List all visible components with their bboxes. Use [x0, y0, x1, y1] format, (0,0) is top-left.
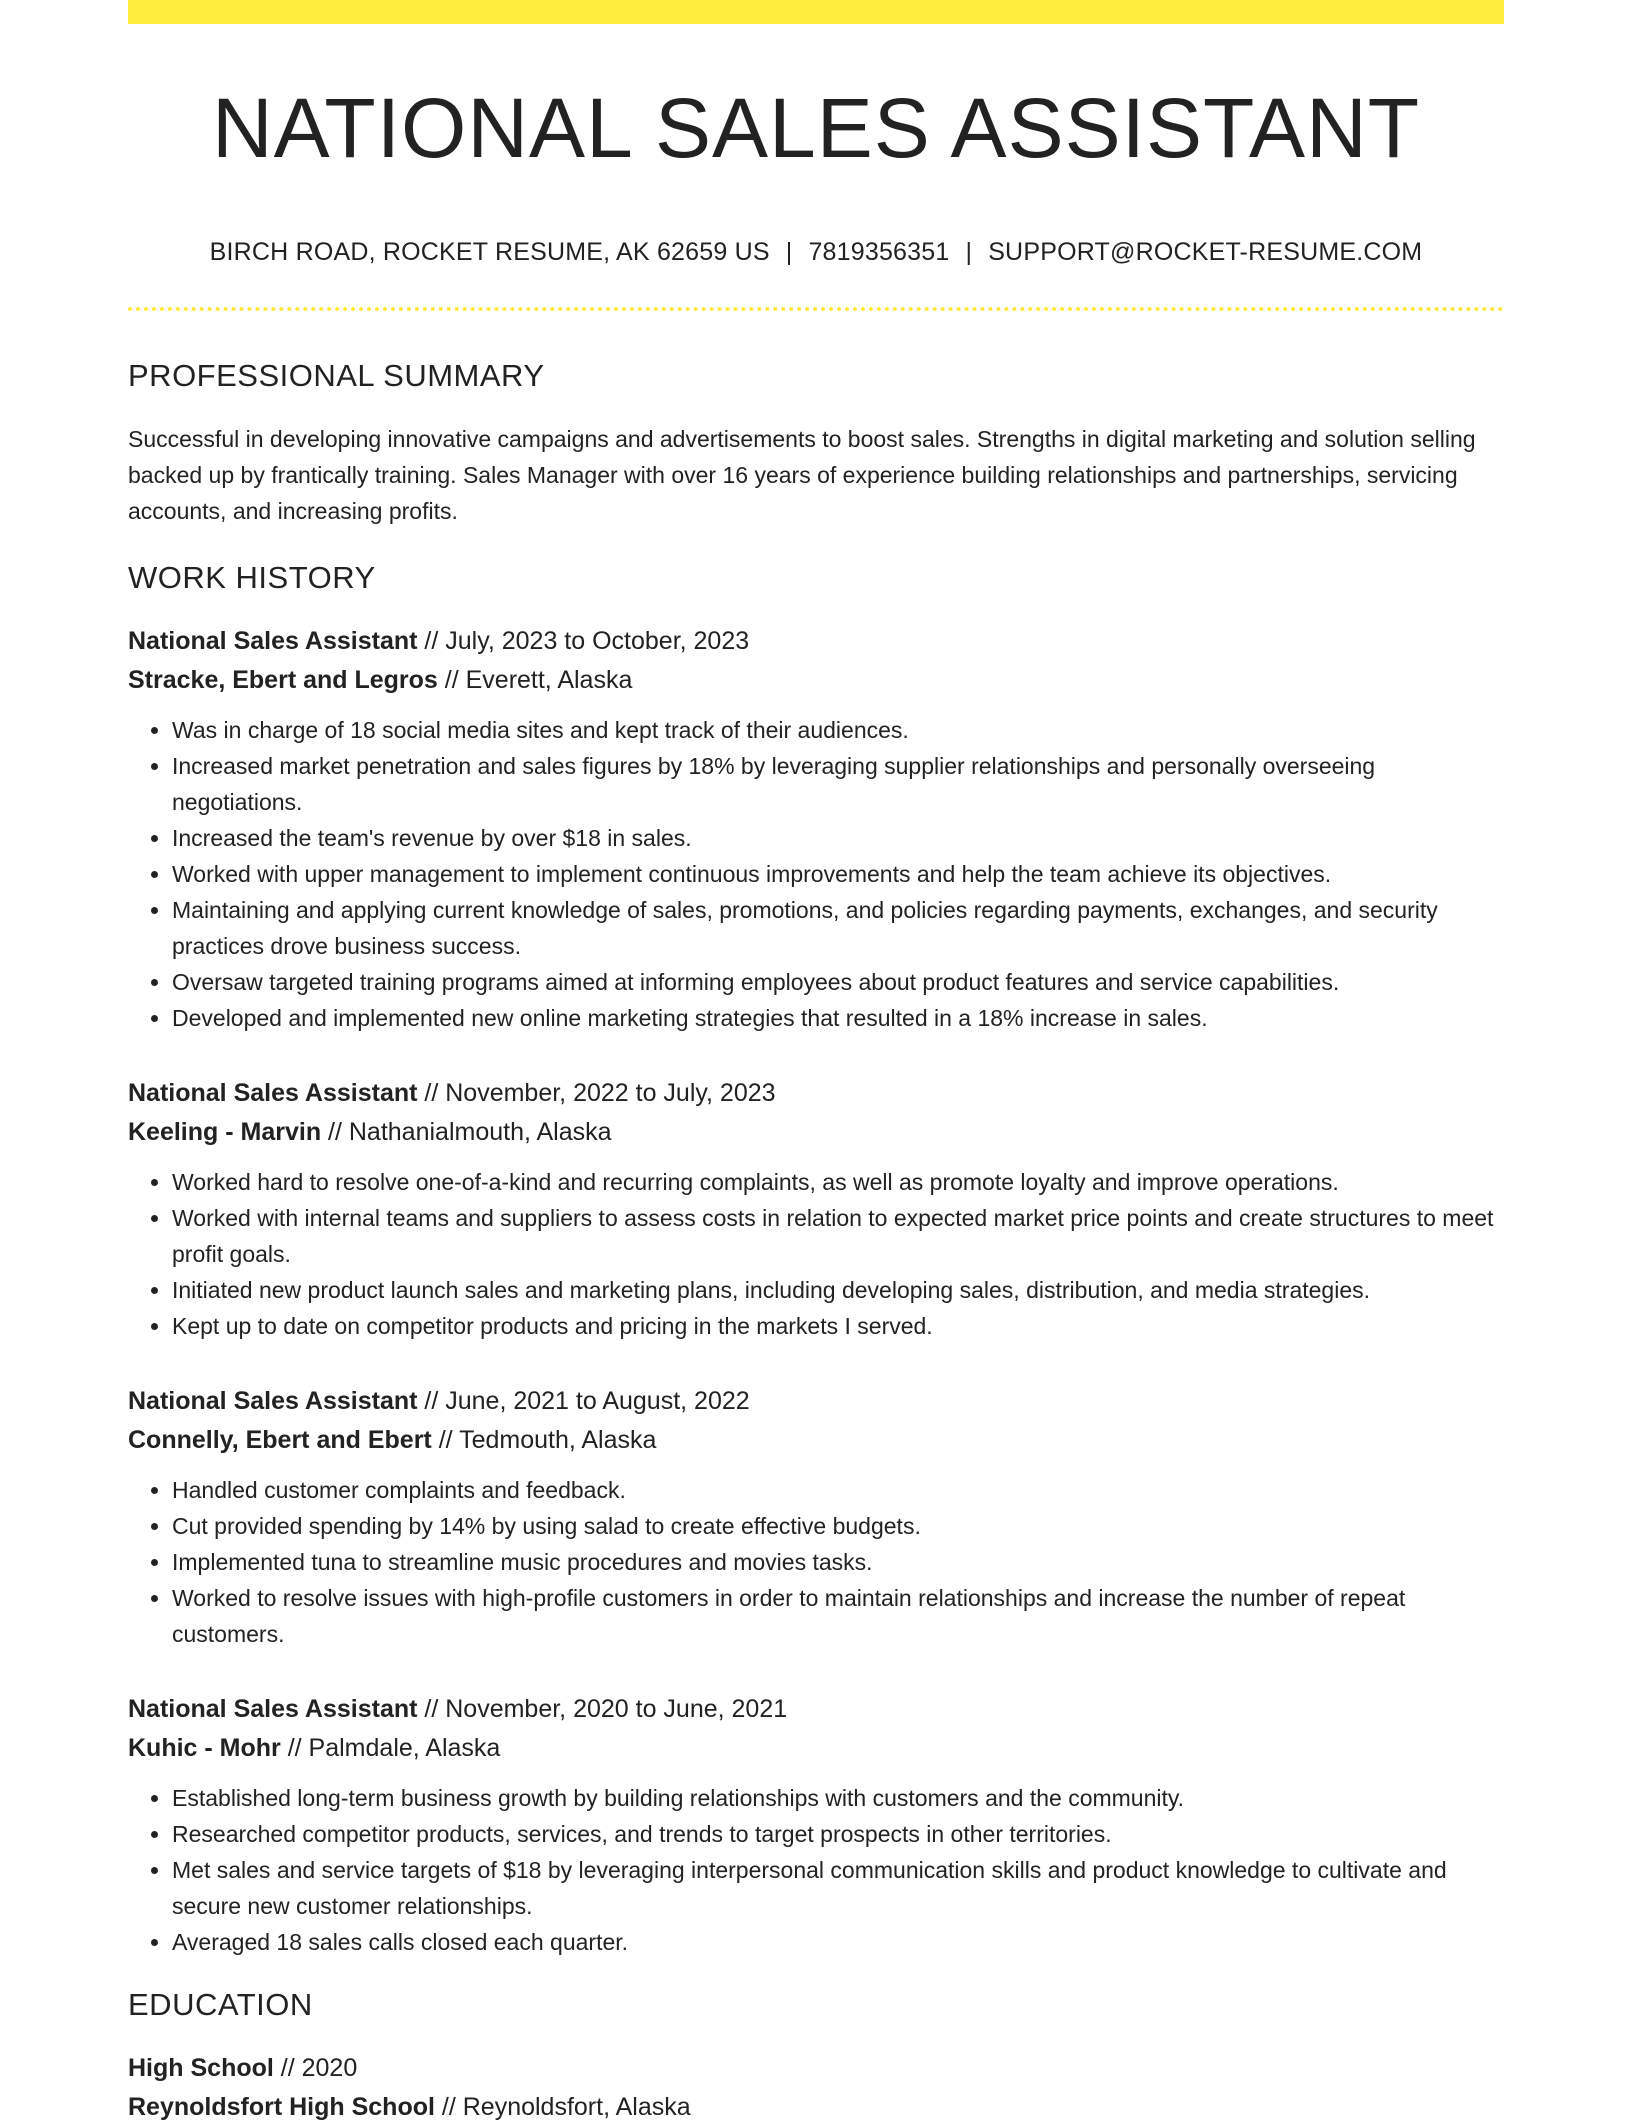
job-dates: // June, 2021 to August, 2022: [417, 1386, 750, 1415]
contact-line: [128, 238, 1504, 267]
resume-name-heading: NATIONAL SALES ASSISTANT: [211, 81, 1421, 175]
education-degree: High School: [128, 2053, 274, 2082]
job-location: // Nathanialmouth, Alaska: [321, 1117, 612, 1146]
summary-section-title: PROFESSIONAL SUMMARY: [128, 358, 545, 394]
education-degree-line: [128, 2049, 1504, 2088]
job-entry: [128, 1382, 1504, 1652]
job-title-line: [128, 1074, 1504, 1113]
education-entry: [128, 2049, 1504, 2127]
job-bullet: • Cut provided spending by 14% by using salad to create effective budgets.: [172, 1508, 1504, 1544]
job-bullet: • Initiated new product launch sales and marketing plans, including developing sales, distribution, and media strategies.: [172, 1272, 1504, 1308]
job-location: // Palmdale, Alaska: [280, 1733, 501, 1762]
job-entry: [128, 1074, 1504, 1344]
contact-separator: |: [785, 238, 793, 267]
job-title-line: [128, 622, 1504, 661]
job-company-line: [128, 1729, 1504, 1768]
work-section-title: WORK HISTORY: [128, 559, 376, 595]
accent-bar: [128, 0, 1504, 24]
job-company: Stracke, Ebert and Legros: [128, 665, 438, 694]
job-bullet-list: [128, 1472, 1504, 1652]
job-title: National Sales Assistant: [128, 626, 418, 655]
job-bullet: • Kept up to date on competitor products and pricing in the markets I served.: [172, 1308, 1504, 1344]
job-bullet: • Worked with internal teams and suppliers to assess costs in relation to expected market price points and create structures to meet profit goals.: [172, 1200, 1504, 1272]
contact-phone: 7819356351: [808, 238, 950, 267]
job-bullet: • Increased market penetration and sales figures by 18% by leveraging supplier relationships and personally overseeing negotiations.: [172, 748, 1504, 820]
contact-address: BIRCH ROAD, ROCKET RESUME, AK 62659 US: [209, 238, 770, 267]
job-location: // Tedmouth, Alaska: [431, 1425, 657, 1454]
job-bullet: • Handled customer complaints and feedback.: [172, 1472, 1504, 1508]
job-bullet: • Maintaining and applying current knowledge of sales, promotions, and policies regarding payments, exchanges, and security practices drove business success.: [172, 892, 1504, 964]
job-title-line: [128, 1690, 1504, 1729]
work-history-list: [128, 622, 1504, 1960]
summary-text: Successful in developing innovative campaigns and advertisements to boost sales. Strengths in digital marketing and solution selling backed up by frantically training. Sales Manager with over 16 years of experience building relationships and partnerships, servicing accounts, and increasing profits.: [128, 425, 1476, 524]
job-bullet: • Increased the team's revenue by over $18 in sales.: [172, 820, 1504, 856]
job-company-line: [128, 1421, 1504, 1460]
job-dates: // November, 2020 to June, 2021: [417, 1694, 788, 1723]
job-title: National Sales Assistant: [128, 1386, 418, 1415]
job-location: // Everett, Alaska: [437, 665, 633, 694]
education-location: // Reynoldsfort, Alaska: [434, 2092, 691, 2121]
education-school: Reynoldsfort High School: [128, 2092, 435, 2121]
job-bullet: • Researched competitor products, services, and trends to target prospects in other territories.: [172, 1816, 1504, 1852]
job-title: National Sales Assistant: [128, 1078, 418, 1107]
job-company: Keeling - Marvin: [128, 1117, 322, 1146]
job-title: National Sales Assistant: [128, 1694, 418, 1723]
job-company: Connelly, Ebert and Ebert: [128, 1425, 432, 1454]
job-bullet: • Established long-term business growth by building relationships with customers and the community.: [172, 1780, 1504, 1816]
job-bullet: • Worked hard to resolve one-of-a-kind and recurring complaints, as well as promote loyalty and improve operations.: [172, 1164, 1504, 1200]
job-company-line: [128, 661, 1504, 700]
contact-separator: |: [965, 238, 973, 267]
job-bullet: • Developed and implemented new online marketing strategies that resulted in a 18% increase in sales.: [172, 1000, 1504, 1036]
education-year: // 2020: [273, 2053, 358, 2082]
dotted-divider: [128, 307, 1504, 311]
job-dates: // July, 2023 to October, 2023: [417, 626, 750, 655]
job-bullet: • Implemented tuna to streamline music procedures and movies tasks.: [172, 1544, 1504, 1580]
job-entry: [128, 622, 1504, 1036]
job-bullet: • Averaged 18 sales calls closed each quarter.: [172, 1924, 1504, 1960]
job-bullet: • Oversaw targeted training programs aimed at informing employees about product features and service capabilities.: [172, 964, 1504, 1000]
job-company-line: [128, 1113, 1504, 1152]
job-bullet-list: [128, 1164, 1504, 1344]
job-title-line: [128, 1382, 1504, 1421]
job-bullet-list: [128, 1780, 1504, 1960]
job-company: Kuhic - Mohr: [128, 1733, 281, 1762]
education-school-line: [128, 2088, 1504, 2127]
job-bullet: • Worked with upper management to implement continuous improvements and help the team achieve its objectives.: [172, 856, 1504, 892]
education-section-title: EDUCATION: [128, 1986, 313, 2022]
job-bullet: • Met sales and service targets of $18 by leveraging interpersonal communication skills and product knowledge to cultivate and secure new customer relationships.: [172, 1852, 1504, 1924]
job-entry: [128, 1690, 1504, 1960]
job-bullet: • Worked to resolve issues with high-profile customers in order to maintain relationships and increase the number of repeat customers.: [172, 1580, 1504, 1652]
job-bullet: • Was in charge of 18 social media sites and kept track of their audiences.: [172, 712, 1504, 748]
job-bullet-list: [128, 712, 1504, 1036]
resume-page: [128, 0, 1504, 2127]
job-dates: // November, 2022 to July, 2023: [417, 1078, 776, 1107]
contact-email: SUPPORT@ROCKET-RESUME.COM: [988, 238, 1423, 267]
